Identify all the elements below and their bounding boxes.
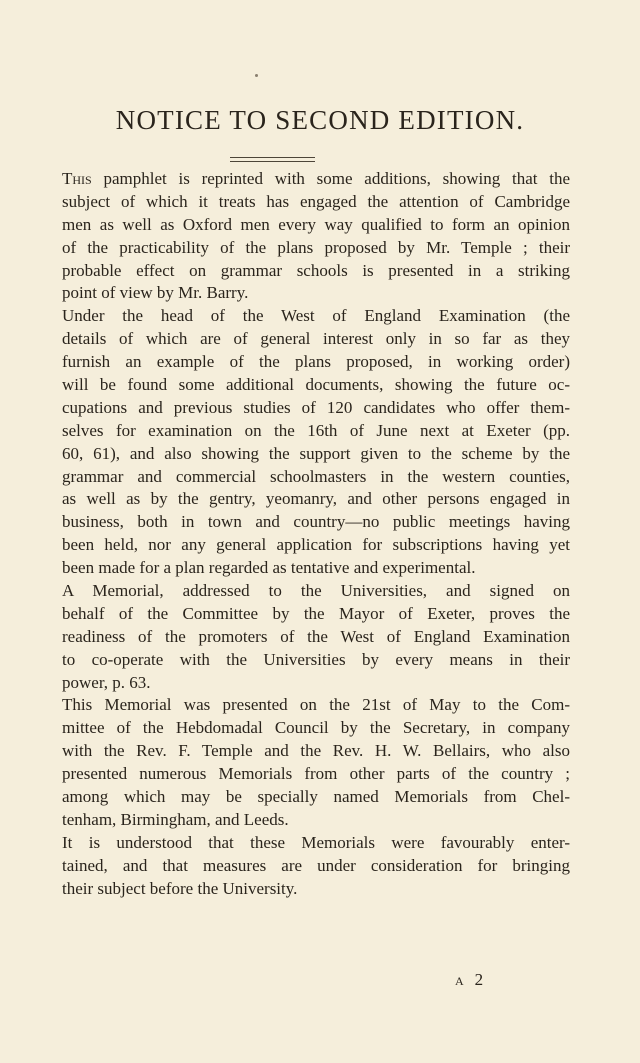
text-line xyxy=(62,168,570,191)
signature-mark xyxy=(455,970,484,990)
text-line-content: pamphlet is reprinted with some additions, showing that the xyxy=(103,169,570,188)
drop-word: This xyxy=(62,169,92,188)
text-line: point of view by Mr. Barry. xyxy=(62,283,249,303)
text-line: men as well as Oxford men every way qualified to form an opinion xyxy=(62,214,570,234)
text-line: This Memorial was presented on the 21st of May to the Com- xyxy=(62,695,570,715)
text-line: power, p. 63. xyxy=(62,672,151,692)
text-line: It is understood that these Memorials were favourably enter- xyxy=(62,832,570,852)
text-line: of the practicability of the plans proposed by Mr. Temple ; their xyxy=(62,237,570,257)
text-line: Under the head of the West of England Examination (the xyxy=(62,306,570,326)
text-line: among which may be specially named Memorials from Chel- xyxy=(62,787,570,807)
title-rule-upper xyxy=(230,157,315,158)
text-line: mittee of the Hebdomadal Council by the Secretary, in company xyxy=(62,718,570,738)
text-line: subject of which it treats has engaged the attention of Cambridge xyxy=(62,191,570,211)
text-line: selves for examination on the 16th of June next at Exeter (pp. xyxy=(62,420,570,440)
signature-number: 2 xyxy=(474,970,485,989)
signature-letter: A xyxy=(455,974,465,988)
paper-speck xyxy=(255,74,258,77)
text-line: been held, nor any general application for subscriptions having yet xyxy=(62,535,570,555)
text-line: with the Rev. F. Temple and the Rev. H. W. Bellairs, who also xyxy=(62,741,570,761)
body-text xyxy=(62,168,570,901)
text-line: as well as by the gentry, yeomanry, and other persons engaged in xyxy=(62,489,570,509)
text-line: presented numerous Memorials from other parts of the country ; xyxy=(62,764,570,784)
text-line: tained, and that measures are under consideration for bringing xyxy=(62,855,570,875)
text-line: to co-operate with the Universities by every means in their xyxy=(62,649,570,669)
text-line: grammar and commercial schoolmasters in the western counties, xyxy=(62,466,570,486)
title-rule-lower xyxy=(230,161,315,162)
text-line: will be found some additional documents, showing the future oc- xyxy=(62,375,570,395)
page-title: NOTICE TO SECOND EDITION. xyxy=(115,105,525,135)
text-line: their subject before the University. xyxy=(62,878,298,898)
text-line: probable effect on grammar schools is presented in a striking xyxy=(62,260,570,280)
text-line: readiness of the promoters of the West of England Examination xyxy=(62,626,570,646)
text-line: 60, 61), and also showing the support given to the scheme by the xyxy=(62,443,570,463)
text-line: cupations and previous studies of 120 candidates who offer them- xyxy=(62,397,570,417)
text-line: behalf of the Committee by the Mayor of Exeter, proves the xyxy=(62,603,570,623)
text-line: furnish an example of the plans proposed, in working order) xyxy=(62,352,570,372)
text-line: A Memorial, addressed to the Universities, and signed on xyxy=(62,581,570,601)
text-line: tenham, Birmingham, and Leeds. xyxy=(62,809,289,829)
text-line: business, both in town and country—no public meetings having xyxy=(62,512,570,532)
text-line: been made for a plan regarded as tentative and experimental. xyxy=(62,558,476,578)
text-line: details of which are of general interest only in so far as they xyxy=(62,329,570,349)
